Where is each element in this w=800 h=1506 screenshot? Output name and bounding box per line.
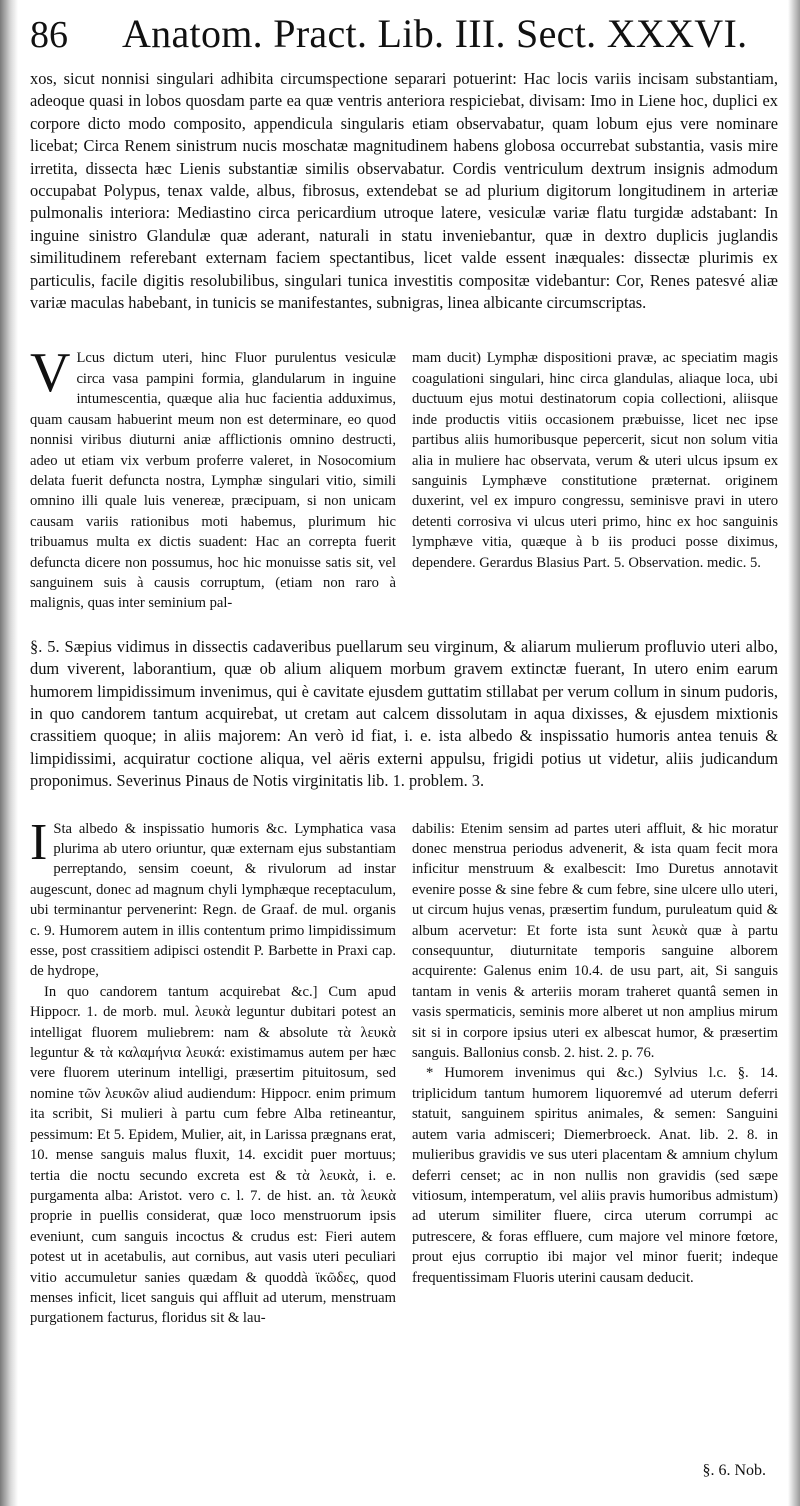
catchword: §. 6. Nob. [702,1462,766,1479]
commentary-2-left-column [30,813,396,1329]
drop-cap-i: I [30,813,48,871]
commentary-2-right-column [412,819,778,1329]
page-number: 86 [30,14,68,56]
page-header [30,10,778,68]
commentary-1-left-text: Lcus dictum uteri, hinc Fluor purulentus vesiculæ circa vasa pampini formia, glandularum in inguine intumescentia, quæque alia huc facientia adduximus, quam causam habuerint meum non est determinare, eo quod nonnisi viribus diuturni aniæ afflictionis omnino destructi, adeo ut etiam vix verbum proferre valeret, in Nosocomium delata fuerit defuncta nostra, Lymphæ singulari vitio, simili omnino illi quale luis venereæ, præcipuam, si non unicam causam variis rationibus moti habemus, plurimum hic tribuamus multa ex dictis suadent: Hac an correpta fuerit defuncta dicere non possumus, hoc hic monuisse satis sit, vel sanguinem suis à causis corruptum, (etiam non raro à malignis, quas inter seminium pal- [30,350,396,612]
commentary-block-1 [30,342,778,613]
observation-continuation: xos, sicut nonnisi singulari adhibita circumspectione separari potuerint: Hac locis variis incisam substantiam, adeoque quasi in lobos quosdam parte ea quæ ventris anteriora respiciebat, divisam: Imo in Liene hoc, duplici ex corpore dicto modo composito, appendicula singularis etiam observabatur, quam lobum ejus vere nominare licebat; Circa Renem sinistrum nucis moschatæ magnitudinem habens globosa occurrebat substantia, vasis mire irretita, dissecta hæc Lienis substantiæ similis observabatur. Cordis ventriculum dextrum insignis admodum occupabat Polypus, tenax valde, albus, fibrosus, extendebat se ad plurium digitorum longitudinem in arteriæ pulmonalis interiora: Mediastino circa pericardium utroque latere, vesiculæ variæ flatu turgidæ adstabant: In inguine sinistro Glandulæ quæ aderant, naturali in statu inveniebantur, quæ in dextro duplicis juglandis similitudinem referebant externam faciem spectantibus, licet valde essent inæquales: dissectæ plurimis ex particulis, facile digitis resolubilibus, singulari tunica investitis compositæ videbantur: Cor, Renes patesvé aliæ variæ maculas habebant, in tunicis se manifestantes, subnigras, linea albicante circumscriptas. [30,69,778,313]
commentary-1-right-column [412,348,778,613]
commentary-2-left-text-1: Sta albedo & inspissatio humoris &c. Lymphatica vasa plurima ab utero oriuntur, quæ externam ejus substantiam perreptando, sensim coeunt, & rivulorum ad instar augescunt, donec ad magnum chyli lymphæque receptaculum, ubi terminantur pervenerint: Regn. de Graaf. de mul. organis c. 9. Humorem autem in illis contentum primo limpidissimum esse, post crassitiem adipisci ostendit P. Barbette in Praxi cap. de hydrope, [30,820,396,980]
commentary-2-left-text-2: In quo candorem tantum acquirebat &c.] Cum apud Hippocr. 1. de morb. mul. λευκὰ leguntur dubitari potest an intelligat fluorem muliebrem: nam & absolute τὰ λευκὰ leguntur & τὰ καλαμήνια λευκά: existimamus autem per hæc vere fluorem uterinum intelligi, præsertim pituitosum, sed nomine τῶν λευκῶν aliud audiendum: Hippocr. enim primum ita scribit, Si mulieri à partu cum febre Alba retineantur, pessimum: Et 5. Epidem, Mulier, ait, in Larissa prægnans erat, 10. mense sanguis malus fluxit, 14. excidit puer mortuus; tertia die noctu secundo excreta est & τὰ λευκὰ, i. e. purgamenta alba: Aristot. vero c. l. 7. de hist. an. τὰ λευκὰ proprie in puellis considerat, quæ loco menstruorum ipsis eveniunt, cum sanguis incoctus & crudus est: Fieri autem potest ut in acetabulis, aut cornibus, aut vasis uteri peculiari vitio accumuletur sanies quædam & quoddà ϊκῶδες, quod menses inficit, licet sanguis qui affluit ad uterum, menstruam purgationem facturus, floridus sit & lau- [30,983,396,1327]
section-5-paragraph: §. 5. Sæpius vidimus in dissectis cadaveribus puellarum seu virginum, & aliarum mulierum profluvio uteri albo, dum viverent, laborantium, quæ ob alium aliquem morbum gravem extinctæ fuerant, In utero enim earum humorem limpidissimum invenimus, qui è cavitate ejusdem guttatim stillabat per verum collum in sinum pudoris, in quo candorem tantum acquirebat, ut cretam aut calcem dissolutam in aqua dixisses, & ejusdem mixtionis crassitiem quoque; in aliis majorem: An verò id fiat, i. e. ista albedo & inspissatio humoris antea tenuis & limpidissimi, acquiratur coctione aliqua, vel aëris externi appulsu, frigidi potius ut videtur, aliis judicandum proponimus. Severinus Pinaus de Notis virginitatis lib. 1. problem. 3. [30,636,778,791]
commentary-block-2 [30,813,778,1329]
commentary-2-right-text-1: dabilis: Etenim sensim ad partes uteri affluit, & hic moratur donec menstrua periodus advenerit, & ista quam fecit mora inficitur menstruum & exalbescit: Imo Duretus annotavit evenire posse & sine febre & cum febre, sine ulcere ullo uteri, ut circum hujus venas, præsertim fundum, puruleatum quid & album acervetur: Et forte ista sunt λευκὰ quæ à partu consequuntur, diuturnitate temporis sanguine alborem acquirente: Galenus enim 10.4. de usu part, ait, Si sanguis tantam in venis & arteriis moram traheret quantâ semen in vasis spermaticis, seminis more alberet ut non amplius mirum sit si in corpore ipsius uteri ex albescat humor, & præsertim sanguis. Ballonius consb. 2. hist. 2. p. 76. [412,820,778,1062]
running-title: Anatom. Pract. Lib. III. Sect. XXXVI. [122,11,748,56]
commentary-1-left-column [30,342,396,613]
commentary-2-right-text-2: * Humorem invenimus qui &c.) Sylvius l.c. §. 14. triplicidum tantum humorem liquoremvé ad uterum deferri statuit, sanguinem spiritus animales, & semen: Sanguini autem varia admisceri; Diemerbroeck. Anat. lib. 2. 8. in mulieribus gravidis ve sus uteri placentam & amnium chylum deferri censet; ac in non nullis non gravidis (sed sæpe vitiosum, intemperatum, vel aliis pravis humoribus admistum) ad uterum similiter fluere, circa uterum corrumpi ac putrescere, & foras effluere, cum majore vel minore fœtore, prout ejus corruptio ibi major vel minor fuerit; indeque frequentissimam Fluoris uterini causam deducit. [412,1065,778,1286]
commentary-1-right-text: mam ducit) Lymphæ dispositioni pravæ, ac speciatim magis coagulationi singulari, hinc circa glandulas, aliaque loca, ubi ductuum ejus motui destinatorum copia collectioni, aliisque inde productis vitiis occasionem præbuisse, licet nec ipse partibus aliis humoribusque pepercerit, sicut non solum vitia alia in muliere hac observata, verum & uteri ulcus ipsum ex sanguinis Lymphæve constitutione præternat. originem duxerint, vel ex impuro congressu, seminisve pravi in utero detenti corrosiva vi ulcus uteri primo, hinc ex hoc sanguinis lymphæve vitia, quæque à b iis produci posse diximus, dependere. Gerardus Blasius Part. 5. Observation. medic. 5. [412,350,778,571]
drop-cap-v: V [30,342,71,405]
